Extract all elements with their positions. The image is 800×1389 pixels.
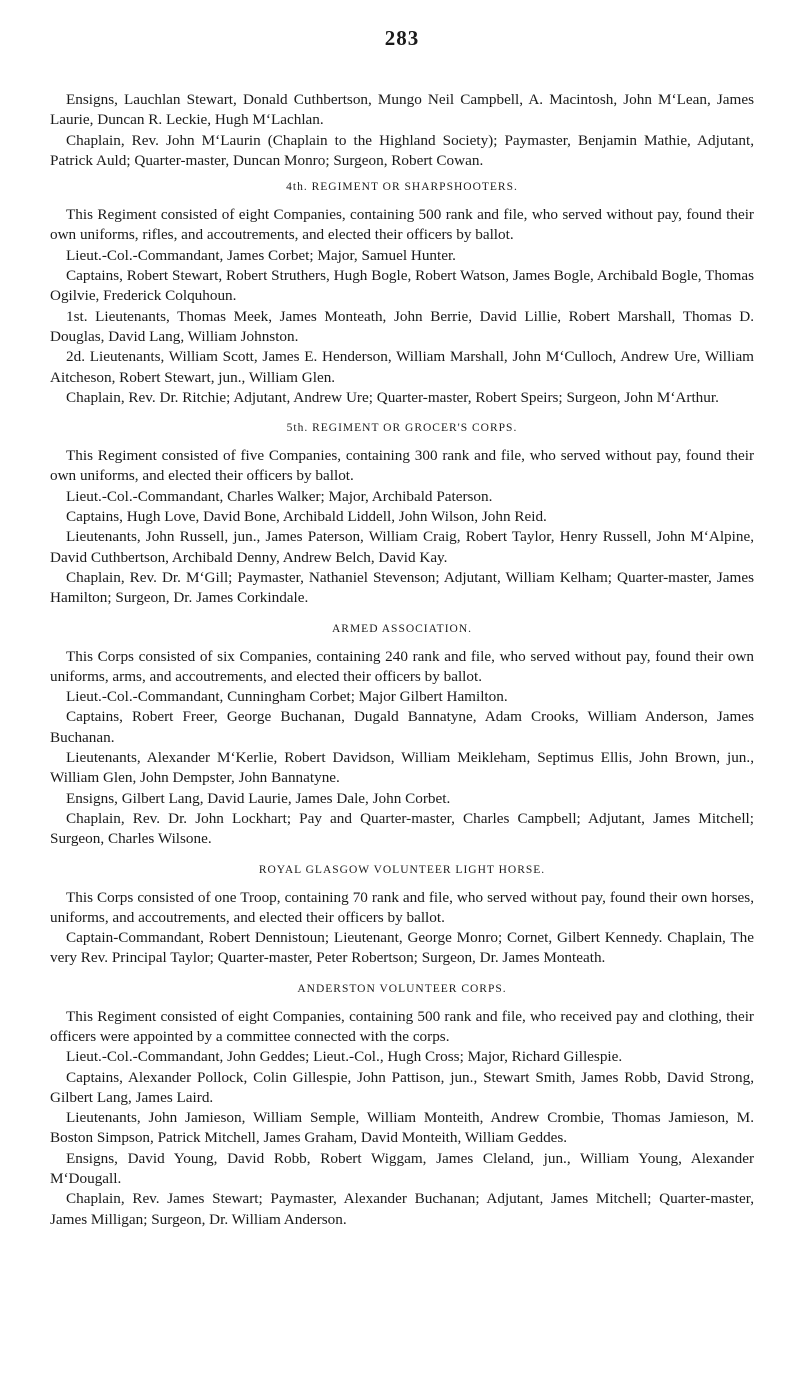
paragraph: 1st. Lieutenants, Thomas Meek, James Monteath, John Berrie, David Lillie, Robert Marshall, Thomas D. Douglas, David Lang, William Johnston. xyxy=(50,307,754,345)
page-number: 283 xyxy=(384,26,420,50)
paragraph: This Regiment consisted of eight Companies, containing 500 rank and file, who received pay and clothing, their officers were appointed by a committee connected with the corps. xyxy=(50,1007,754,1045)
section-heading: 5th. REGIMENT OR GROCER'S CORPS. xyxy=(286,422,518,435)
paragraph: This Regiment consisted of five Companies, containing 300 rank and file, who served without pay, found their own uniforms, and elected their officers by ballot. xyxy=(50,447,754,485)
paragraph: This Regiment consisted of eight Companies, containing 500 rank and file, who served without pay, found their own uniforms, rifles, and accoutrements, and elected their officers by ballot. xyxy=(50,206,754,244)
paragraph: 2d. Lieutenants, William Scott, James E. Henderson, William Marshall, John M‘Culloch, Andrew Ure, William Aitcheson, Robert Stewart, jun., William Glen. xyxy=(50,348,754,386)
paragraph: Lieut.-Col.-Commandant, James Corbet; Major, Samuel Hunter. xyxy=(66,246,456,264)
paragraph: Ensigns, David Young, David Robb, Robert Wiggam, James Cleland, jun., William Young, Alexander M‘Dougall. xyxy=(50,1149,754,1188)
paragraph: Chaplain, Rev. John M‘Laurin (Chaplain to the Highland Society); Paymaster, Benjamin Mathie, Adjutant, Patrick Auld; Quarter-master, Duncan Monro; Surgeon, Robert Cowan. xyxy=(50,131,754,169)
paragraph: Chaplain, Rev. Dr. Ritchie; Adjutant, Andrew Ure; Quarter-master, Robert Speirs; Surgeon, John M‘Arthur. xyxy=(66,388,719,406)
paragraph: Ensigns, Gilbert Lang, David Laurie, James Dale, John Corbet. xyxy=(66,789,451,807)
paragraph: Chaplain, Rev. Dr. M‘Gill; Paymaster, Nathaniel Stevenson; Adjutant, William Kelham; Quarter-master, James Hamilton; Surgeon, Dr. James Corkindale. xyxy=(50,568,754,607)
section-heading: ARMED ASSOCIATION. xyxy=(331,622,473,635)
paragraph: Chaplain, Rev. James Stewart; Paymaster, Alexander Buchanan; Adjutant, James Mitchell; Quarter-master, James Milligan; Surgeon, Dr. William Anderson. xyxy=(50,1190,754,1228)
section-armed-association xyxy=(50,619,754,850)
paragraph: Captain-Commandant, Robert Dennistoun; Lieutenant, George Monro; Cornet, Gilbert Kennedy. Chaplain, The very Rev. Principal Taylor; Quarter-master, Peter Robertson; Surgeon, Dr. James Monteath. xyxy=(50,929,754,967)
paragraph: This Corps consisted of one Troop, containing 70 rank and file, who served without pay, found their own horses, uniforms, and accoutrements, and elected their officers by ballot. xyxy=(50,888,754,926)
paragraph: Lieutenants, Alexander M‘Kerlie, Robert Davidson, William Meikleham, Septimus Ellis, John Brown, jun., William Glen, John Dempster, John Bannatyne. xyxy=(50,749,754,787)
paragraph: Lieutenants, John Russell, jun., James Paterson, William Craig, Robert Taylor, Henry Russell, John M‘Alpine, David Cuthbertson, Archibald Denny, Andrew Belch, David Kay. xyxy=(50,528,754,566)
paragraph: Lieutenants, John Jamieson, William Semple, William Monteith, Andrew Crombie, Thomas Jamieson, M. Boston Simpson, Patrick Mitchell, James Graham, David Monteith, William Geddes. xyxy=(50,1109,754,1147)
paragraph: Ensigns, Lauchlan Stewart, Donald Cuthbertson, Mungo Neil Campbell, A. Macintosh, John M‘Lean, James Laurie, Duncan R. Leckie, Hugh M‘Lachlan. xyxy=(50,91,754,129)
paragraph: Lieut.-Col.-Commandant, Cunningham Corbet; Major Gilbert Hamilton. xyxy=(66,688,508,706)
paragraph: Chaplain, Rev. Dr. John Lockhart; Pay and Quarter-master, Charles Campbell; Adjutant, James Mitchell; Surgeon, Charles Wilsone. xyxy=(50,809,754,848)
section-light-horse xyxy=(50,860,754,969)
paragraph: This Corps consisted of six Companies, containing 240 rank and file, who served without pay, found their own uniforms, arms, and accoutrements, and elected their officers by ballot. xyxy=(50,647,754,685)
paragraph: Captains, Robert Stewart, Robert Struthers, Hugh Bogle, Robert Watson, James Bogle, Archibald Bogle, Thomas Ogilvie, Frederick Colquhoun. xyxy=(50,267,754,305)
paragraph: Lieut.-Col.-Commandant, John Geddes; Lieut.-Col., Hugh Cross; Major, Richard Gillespie. xyxy=(66,1048,623,1066)
paragraph: Captains, Alexander Pollock, Colin Gillespie, John Pattison, jun., Stewart Smith, James Robb, David Strong, Gilbert Lang, James Laird. xyxy=(50,1068,754,1106)
paragraph: Lieut.-Col.-Commandant, Charles Walker; Major, Archibald Paterson. xyxy=(66,487,493,505)
section-5th-regiment xyxy=(50,418,754,608)
intro-block xyxy=(50,90,754,171)
section-anderston-corps xyxy=(50,979,754,1230)
section-heading: ROYAL GLASGOW VOLUNTEER LIGHT HORSE. xyxy=(258,863,546,876)
paragraph: Captains, Hugh Love, David Bone, Archibald Liddell, John Wilson, John Reid. xyxy=(66,508,547,526)
section-heading: 4th. REGIMENT OR SHARPSHOOTERS. xyxy=(286,181,518,194)
section-4th-regiment xyxy=(50,177,754,408)
section-heading: ANDERSTON VOLUNTEER CORPS. xyxy=(297,982,507,995)
paragraph: Captains, Robert Freer, George Buchanan, Dugald Bannatyne, Adam Crooks, William Anderson, James Buchanan. xyxy=(50,708,754,746)
